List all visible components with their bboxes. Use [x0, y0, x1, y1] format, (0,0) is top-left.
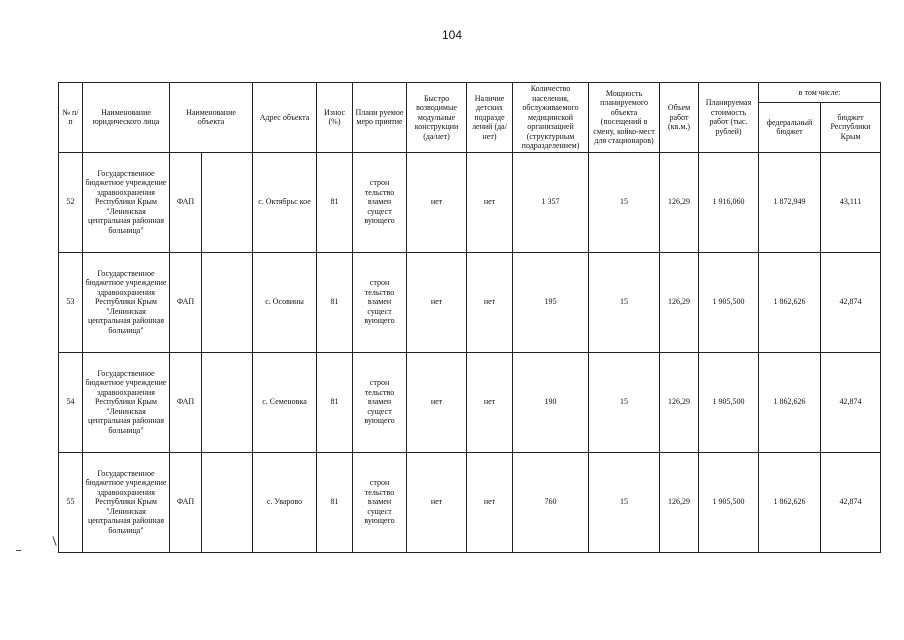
- header-volume: Объем работ (кв.м.): [660, 83, 699, 153]
- table-row: [59, 452, 881, 552]
- scan-mark: [52, 536, 56, 546]
- page-number: 104: [441, 28, 463, 42]
- cell-object: ФАП: [170, 452, 202, 552]
- cell-wear: 81: [317, 352, 353, 452]
- cell-federal: 1 862,626: [759, 352, 821, 452]
- cell-object: ФАП: [170, 152, 202, 252]
- cell-planned: строн тельство взамен сущест вующего: [353, 352, 407, 452]
- header-federal: федеральный бюджет: [759, 102, 821, 152]
- cell-num: 55: [59, 452, 83, 552]
- cell-num: 53: [59, 252, 83, 352]
- cell-modular: нет: [407, 252, 467, 352]
- header-child-units: Наличие детских подразде лений (да/нет): [467, 83, 513, 153]
- cell-num: 54: [59, 352, 83, 452]
- cell-volume: 126,29: [660, 352, 699, 452]
- cell-planned: строн тельство взамен сущест вующего: [353, 452, 407, 552]
- header-capacity: Мощность планируемого объекта (посещений в смену, койко-мест для стационаров): [589, 83, 660, 153]
- cell-population: 760: [513, 452, 589, 552]
- cell-volume: 126,29: [660, 152, 699, 252]
- cell-address: с. Уварово: [253, 452, 317, 552]
- cell-cost: 1 916,060: [699, 152, 759, 252]
- header-cost: Планируемая стоимость работ (тыс. рублей): [699, 83, 759, 153]
- header-row: [59, 83, 881, 103]
- cell-empty: [202, 252, 253, 352]
- cell-volume: 126,29: [660, 252, 699, 352]
- cell-capacity: 15: [589, 252, 660, 352]
- cell-population: 195: [513, 252, 589, 352]
- cell-wear: 81: [317, 452, 353, 552]
- cell-child-units: нет: [467, 352, 513, 452]
- header-wear: Износ (%): [317, 83, 353, 153]
- header-org: Наименование юридического лица: [83, 83, 170, 153]
- header-address: Адрес объекта: [253, 83, 317, 153]
- cell-population: 1 357: [513, 152, 589, 252]
- cell-federal: 1 872,949: [759, 152, 821, 252]
- table-row: [59, 252, 881, 352]
- table-row: [59, 152, 881, 252]
- header-num: № п/п: [59, 83, 83, 153]
- header-including: в том числе:: [759, 83, 881, 103]
- cell-object: ФАП: [170, 252, 202, 352]
- cell-population: 190: [513, 352, 589, 452]
- cell-address: с. Семеновка: [253, 352, 317, 452]
- cell-regional: 42,874: [821, 452, 881, 552]
- header-population: Количество населения, обслуживаемого медицинской организацией (структурным подразделением): [513, 83, 589, 153]
- cell-planned: строн тельство взамен сущест вующего: [353, 152, 407, 252]
- cell-federal: 1 862,626: [759, 252, 821, 352]
- header-modular: Быстро возводимые модульные конструкции (да/нет): [407, 83, 467, 153]
- cell-volume: 126,29: [660, 452, 699, 552]
- cell-cost: 1 905,500: [699, 452, 759, 552]
- cell-org: Государственное бюджетное учреждение здравоохранения Республики Крым "Ленинская центральная районная больница": [83, 452, 170, 552]
- cell-modular: нет: [407, 152, 467, 252]
- cell-org: Государственное бюджетное учреждение здравоохранения Республики Крым "Ленинская центральная районная больница": [83, 152, 170, 252]
- header-planned: Плани руемое меро приятие: [353, 83, 407, 153]
- cell-federal: 1 862,626: [759, 452, 821, 552]
- cell-planned: строн тельство взамен сущест вующего: [353, 252, 407, 352]
- cell-cost: 1 905,500: [699, 252, 759, 352]
- cell-modular: нет: [407, 352, 467, 452]
- header-regional: бюджет Республики Крым: [821, 102, 881, 152]
- scan-mark: [16, 550, 21, 551]
- cell-wear: 81: [317, 252, 353, 352]
- cell-org: Государственное бюджетное учреждение здравоохранения Республики Крым "Ленинская центральная районная больница": [83, 352, 170, 452]
- cell-regional: 42,874: [821, 352, 881, 452]
- cell-object: ФАП: [170, 352, 202, 452]
- cell-address: с. Осовины: [253, 252, 317, 352]
- cell-cost: 1 905,500: [699, 352, 759, 452]
- cell-empty: [202, 152, 253, 252]
- cell-empty: [202, 452, 253, 552]
- cell-capacity: 15: [589, 152, 660, 252]
- cell-wear: 81: [317, 152, 353, 252]
- cell-org: Государственное бюджетное учреждение здравоохранения Республики Крым "Ленинская центральная районная больница": [83, 252, 170, 352]
- cell-num: 52: [59, 152, 83, 252]
- cell-modular: нет: [407, 452, 467, 552]
- data-table: [58, 82, 881, 553]
- cell-child-units: нет: [467, 152, 513, 252]
- cell-child-units: нет: [467, 452, 513, 552]
- cell-capacity: 15: [589, 452, 660, 552]
- cell-empty: [202, 352, 253, 452]
- cell-capacity: 15: [589, 352, 660, 452]
- table-row: [59, 352, 881, 452]
- cell-child-units: нет: [467, 252, 513, 352]
- cell-regional: 42,874: [821, 252, 881, 352]
- header-object: Наименование объекта: [170, 83, 253, 153]
- cell-address: с. Октябрьс кое: [253, 152, 317, 252]
- cell-regional: 43,111: [821, 152, 881, 252]
